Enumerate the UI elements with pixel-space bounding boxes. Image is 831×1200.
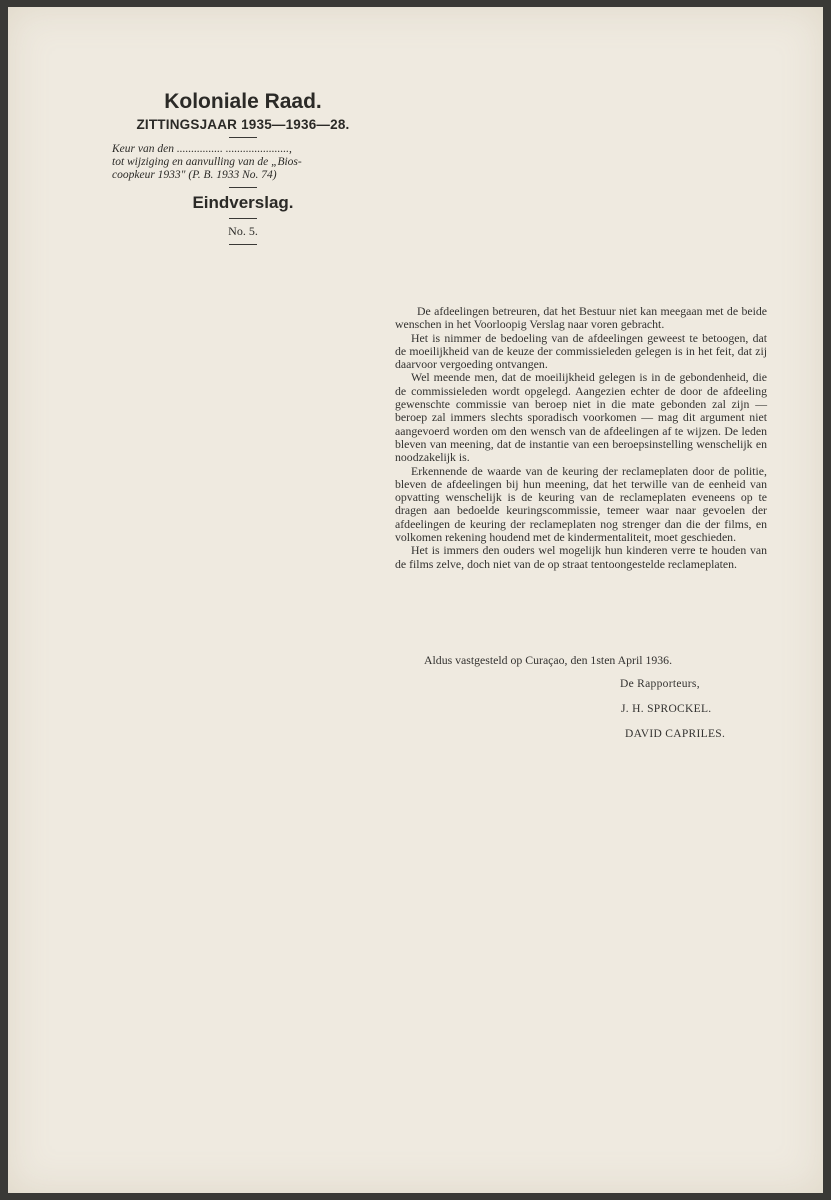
divider [229, 137, 257, 138]
subject-line-1: Keur van den ................ ......................, [112, 143, 292, 155]
paragraph: Het is immers den ouders wel mogelijk hun kinderen verre te houden van de films zelve, doch niet van de op straat tentoongestelde reclameplaten. [395, 543, 767, 571]
paragraph: Erkennende de waarde van de keuring der reclameplaten door de politie, bleven de afdeelingen bij hun meening, dat het terwille van de eenheid van opvatting wenschelijk is de keuring van de reclameplaten eveneens op te dragen aan bedoelde keuringscommissie, temeer waar naar gevoelen der afdeelingen de keuring der reclameplaten nog strenger dan die der films, en volkomen rekening houdend met de kindermentaliteit, moet geschieden. [395, 463, 767, 545]
council-title: Koloniale Raad. [164, 90, 322, 113]
paragraph: Wel meende men, dat de moeilijkheid gelegen is in de gebondenheid, die de commissieleden wordt opgelegd. Aangezien echter de door de afdeeling gewenschte commissie van beroep niet in die mate gebonden zal zijn — beroep zal immers slechts sporadisch voorkomen — mag dit argument niet aangevoerd worden om den wensch van de afdeelingen af te wijzen. De leden bleven van meening, dat de instantie van een beroepsinstelling wenschelijk en noodzakelijk is. [395, 370, 767, 465]
signatory-sprockel: J. H. SPROCKEL. [621, 703, 712, 715]
report-body [395, 305, 767, 571]
divider [229, 187, 257, 188]
report-title: Eindverslag. [192, 193, 294, 212]
subject-line-2: tot wijziging en aanvulling van de „Bios- [112, 156, 302, 168]
divider [229, 218, 257, 219]
paragraph: Het is nimmer de bedoeling van de afdeelingen geweest te betoogen, dat de moeilijkheid van de keuze der commissieleden gelegen is in het feit, dat zij daarvoor vergoeding ontvangen. [395, 330, 767, 372]
divider [229, 244, 257, 245]
document-page [8, 7, 823, 1193]
signatory-capriles: DAVID CAPRILES. [625, 728, 726, 740]
paragraph: De afdeelingen betreuren, dat het Bestuur niet kan meegaan met de beide wenschen in het Voorloopig Verslag naar voren gebracht. [395, 304, 767, 332]
subject-line-3: coopkeur 1933" (P. B. 1933 No. 74) [112, 169, 277, 181]
document-header [108, 89, 378, 250]
report-number: No. 5. [228, 224, 258, 238]
closing-line: Aldus vastgesteld op Curaçao, den 1sten April 1936. [424, 653, 673, 667]
rapporteurs-label: De Rapporteurs, [620, 678, 700, 690]
session-year: ZITTINGSJAAR 1935—1936—28. [136, 117, 350, 132]
